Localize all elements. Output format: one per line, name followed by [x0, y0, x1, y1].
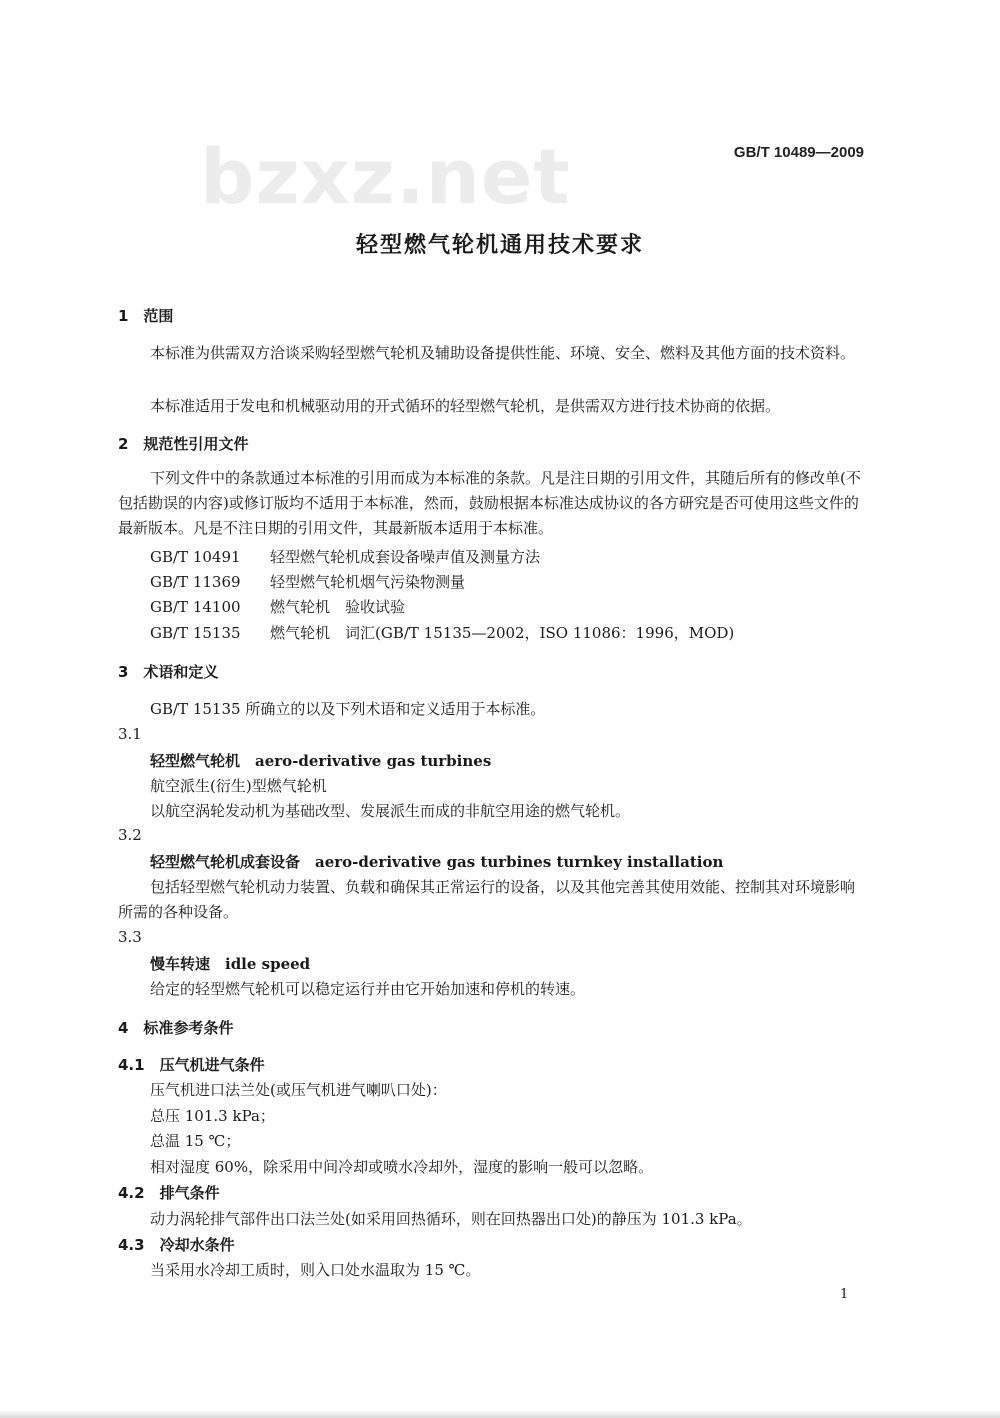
term-definition: 以航空涡轮发动机为基础改型、发展派生而成的非航空用途的燃气轮机。: [150, 802, 631, 820]
term-synonym: 航空派生(衍生)型燃气轮机: [150, 777, 327, 795]
reference-code: GB/T 10491: [150, 548, 241, 566]
subsection-4-2-heading: 4.2 排气条件: [118, 1184, 220, 1202]
subsection-4-3-heading: 4.3 冷却水条件: [118, 1236, 235, 1254]
subsection-4-1-heading: 4.1 压气机进气条件: [118, 1056, 265, 1074]
subsection-4-1-line: 总温 15 ℃；: [150, 1132, 241, 1150]
term-name: 慢车转速 idle speed: [150, 955, 311, 973]
subsection-4-1-line: 相对湿度 60%，除采用中间冷却或喷水冷却外，湿度的影响一般可以忽略。: [150, 1158, 654, 1176]
section-2-heading: 2 规范性引用文件: [118, 435, 249, 453]
reference-code: GB/T 15135: [150, 624, 241, 642]
page-edge-shadow: [0, 1410, 1000, 1418]
term-definition: 给定的轻型燃气轮机可以稳定运行并由它开始加速和停机的转速。: [150, 980, 586, 998]
reference-item: [150, 622, 734, 643]
term-number: 3.1: [118, 725, 142, 743]
term-definition: 包括轻型燃气轮机动力装置、负载和确保其正常运行的设备，以及其他完善其使用效能、控制其对环境影响所需的各种设备。: [118, 878, 856, 921]
reference-code: GB/T 14100: [150, 598, 241, 616]
watermark: bzxz.net: [200, 132, 571, 221]
reference-code: GB/T 11369: [150, 573, 241, 591]
reference-title: 轻型燃气轮机烟气污染物测量: [270, 573, 466, 591]
term-number: 3.2: [118, 826, 142, 844]
section-3-heading: 3 术语和定义: [118, 663, 219, 681]
section-3-paragraph-1: GB/T 15135 所确立的以及下列术语和定义适用于本标准。: [150, 700, 546, 718]
reference-title: 燃气轮机 词汇(GB/T 15135—2002，ISO 11086：1996，MOD): [270, 624, 735, 642]
subsection-4-1-line: 压气机进口法兰处(或压气机进气喇叭口处)：: [150, 1081, 447, 1099]
reference-title: 燃气轮机 验收试验: [270, 598, 406, 616]
reference-item: [150, 571, 465, 592]
subsection-4-1-line: 总压 101.3 kPa；: [150, 1107, 275, 1125]
section-1-paragraph-1: 本标准为供需双方洽谈采购轻型燃气轮机及辅助设备提供性能、环境、安全、燃料及其他方面的技术资料。: [150, 344, 856, 362]
term-name: 轻型燃气轮机成套设备 aero-derivative gas turbines turnkey installation: [150, 853, 724, 871]
section-4-heading: 4 标准参考条件: [118, 1019, 234, 1037]
reference-item: [150, 546, 540, 567]
subsection-4-3-text: 当采用水冷却工质时，则入口处水温取为 15 ℃。: [150, 1261, 481, 1279]
reference-title: 轻型燃气轮机成套设备噪声值及测量方法: [270, 548, 541, 566]
section-2-paragraph-1: 下列文件中的条款通过本标准的引用而成为本标准的条款。凡是注日期的引用文件，其随后所有的修改单(不包括勘误的内容)或修订版均不适用于本标准，然而，鼓励根据本标准达成协议的各方研究是否可使用这些文件的最新版本。凡是不注日期的引用文件，其最新版本适用于本标准。: [118, 469, 861, 537]
section-1-heading: 1 范围: [118, 307, 174, 325]
reference-item: [150, 596, 405, 617]
document-title: 轻型燃气轮机通用技术要求: [355, 233, 644, 258]
section-1-paragraph-2: 本标准适用于发电和机械驱动用的开式循环的轻型燃气轮机，是供需双方进行技术协商的依据。: [150, 397, 781, 415]
term-number: 3.3: [118, 928, 142, 946]
term-name: 轻型燃气轮机 aero-derivative gas turbines: [150, 752, 492, 770]
page-number: 1: [840, 1287, 849, 1302]
subsection-4-2-text: 动力涡轮排气部件出口法兰处(如采用回热循环，则在回热器出口处)的静压为 101.3 kPa。: [150, 1210, 752, 1228]
standard-code: GB/T 10489—2009: [733, 144, 864, 161]
